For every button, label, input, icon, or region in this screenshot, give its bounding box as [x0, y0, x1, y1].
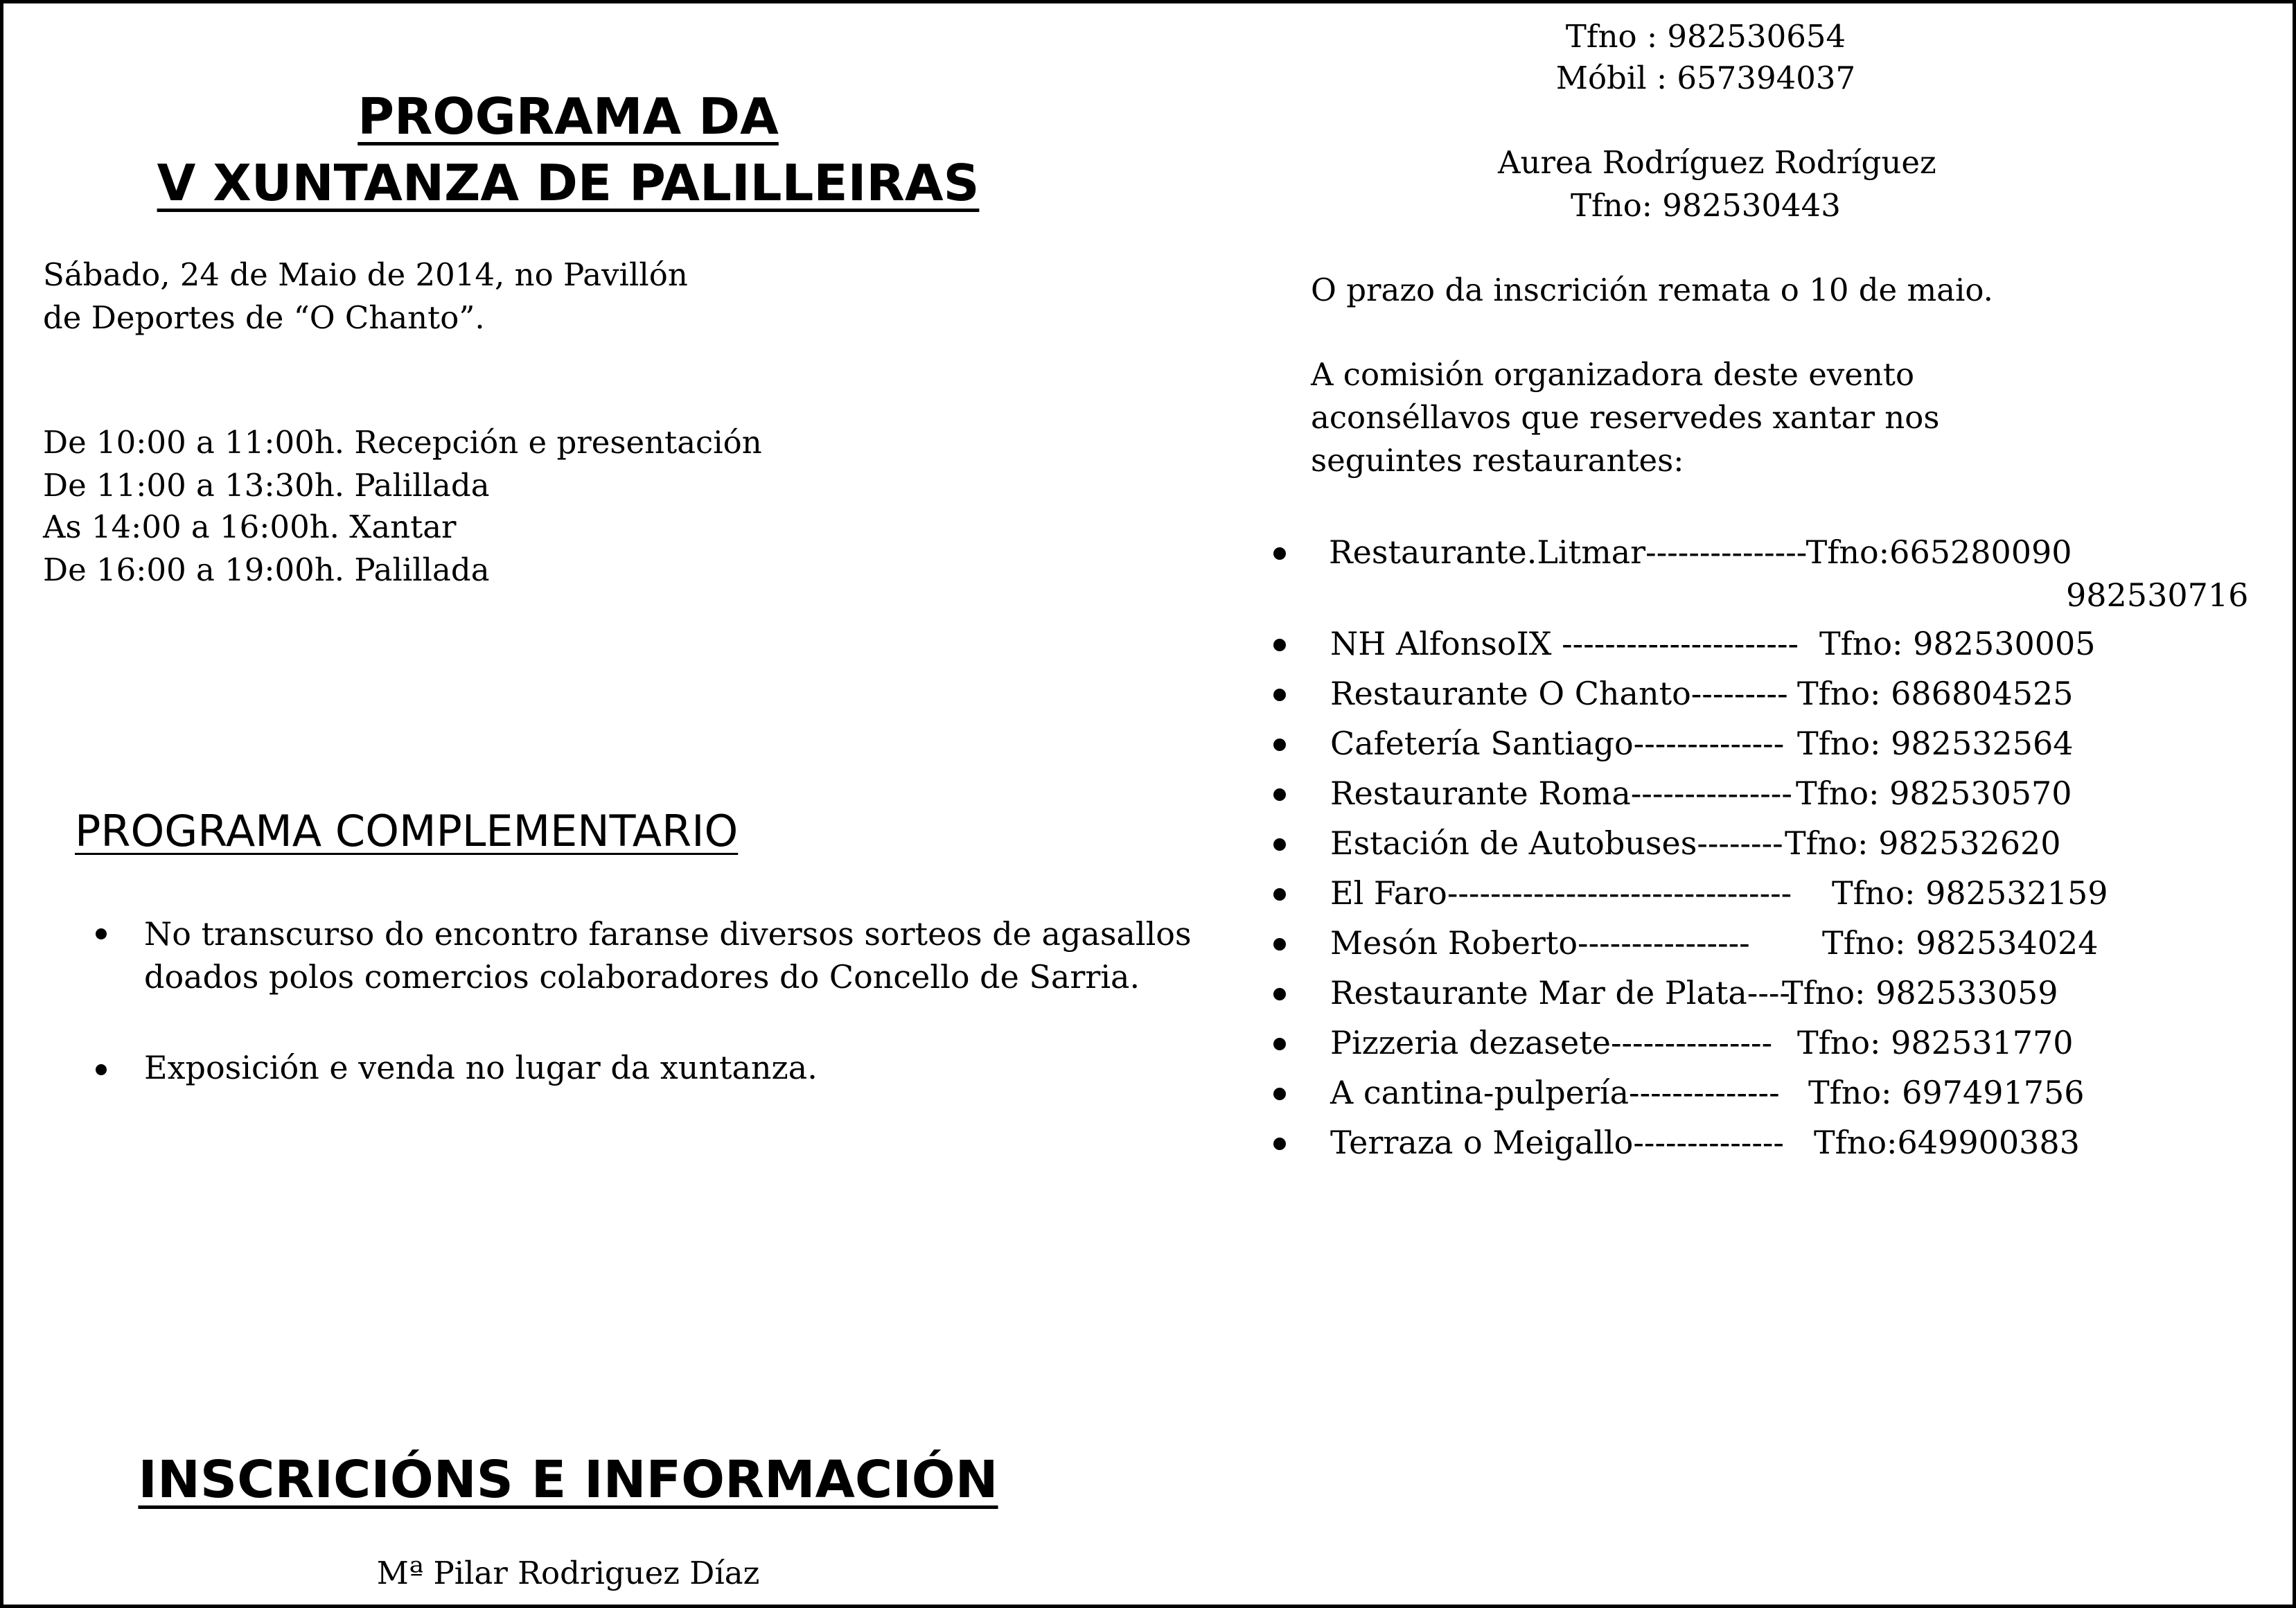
intro-line-2: de Deportes de “O Chanto”. — [43, 299, 485, 336]
main-title-line2: V XUNTANZA DE PALILLEIRAS — [157, 154, 980, 212]
restaurant-phone: Tfno: 982533059 — [1782, 974, 2058, 1011]
restaurant-name: Restaurante Roma--------------- — [1330, 775, 1792, 812]
bullet-icon — [1273, 1138, 1286, 1150]
bullet-icon — [1273, 888, 1286, 901]
bullet-icon — [96, 1064, 107, 1075]
schedule-item: De 16:00 a 19:00h. Palillada — [43, 551, 490, 588]
contact-1-mobile: Móbil : 657394037 — [1555, 60, 1856, 96]
schedule-item: De 10:00 a 11:00h. Recepción e presentación — [43, 424, 762, 461]
bullet-icon — [1273, 788, 1286, 801]
contact-1-name: Mª Pilar Rodriguez Díaz — [376, 1555, 760, 1591]
restaurant-extra-phone: 982530716 — [2066, 576, 2249, 614]
bullet-icon — [1273, 938, 1286, 951]
bullet-icon — [1273, 988, 1286, 1000]
main-title-line1: PROGRAMA DA — [357, 87, 779, 145]
restaurant-phone: Tfno: 982534024 — [1822, 924, 2099, 962]
bullet-icon — [1273, 739, 1286, 751]
restaurant-name: A cantina-pulpería-------------- — [1330, 1074, 1780, 1111]
restaurant-phone: Tfno: 697491756 — [1808, 1074, 2085, 1111]
schedule-item: As 14:00 a 16:00h. Xantar — [43, 509, 457, 545]
restaurant-phone: Tfno: 982532564 — [1797, 725, 2074, 762]
intro-line-1: Sábado, 24 de Maio de 2014, no Pavillón — [43, 256, 688, 293]
contact-2-phone: Tfno: 982530443 — [1571, 187, 1841, 224]
complementary-item-1-line1: No transcurso do encontro faranse diversos sorteos de agasallos — [144, 915, 1192, 953]
restaurant-name: Estación de Autobuses-------- — [1330, 824, 1783, 862]
restaurant-name: Restaurante.Litmar---------------Tfno:665280090 — [1329, 533, 2072, 571]
advice-line-1: A comisión organizadora deste evento — [1311, 356, 1915, 393]
bullet-icon — [1273, 689, 1286, 701]
bullet-icon — [1273, 1038, 1286, 1050]
deadline-text: O prazo da inscrición remata o 10 de maio. — [1311, 272, 1993, 308]
restaurant-name: Cafetería Santiago-------------- — [1330, 725, 1785, 762]
restaurant-phone: Tfno: 982530570 — [1796, 775, 2072, 812]
bullet-icon — [1273, 1088, 1286, 1100]
restaurant-name: Restaurante O Chanto--------- — [1330, 675, 1788, 712]
restaurant-phone: Tfno: 982531770 — [1797, 1024, 2074, 1061]
info-title: INSCRICIÓNS E INFORMACIÓN — [138, 1450, 998, 1510]
bullet-icon — [96, 928, 107, 939]
advice-line-2: aconséllavos que reservedes xantar nos — [1311, 399, 1940, 436]
restaurant-phone: Tfno: 982532620 — [1785, 824, 2061, 862]
schedule-item: De 11:00 a 13:30h. Palillada — [43, 467, 490, 504]
bullet-icon — [1273, 547, 1286, 560]
bullet-icon — [1273, 639, 1286, 651]
advice-line-3: seguintes restaurantes: — [1311, 442, 1684, 479]
restaurant-name: Restaurante Mar de Plata---- — [1330, 974, 1790, 1011]
restaurant-phone: Tfno: 982532159 — [1832, 874, 2108, 912]
complementary-title: PROGRAMA COMPLEMENTARIO — [75, 806, 739, 856]
bullet-icon — [1273, 838, 1286, 851]
restaurant-phone: Tfno: 686804525 — [1797, 675, 2074, 712]
restaurant-name: NH AlfonsoIX ---------------------- — [1330, 625, 1799, 662]
complementary-item-2: Exposición e venda no lugar da xuntanza. — [144, 1049, 818, 1086]
restaurant-name: Mesón Roberto---------------- — [1330, 924, 1750, 962]
restaurant-phone: Tfno:649900383 — [1814, 1124, 2080, 1161]
main-title — [118, 83, 1018, 216]
restaurant-name: Terraza o Meigallo-------------- — [1330, 1124, 1784, 1161]
restaurant-name: El Faro-------------------------------- — [1330, 874, 1792, 912]
complementary-item-1-line2: doados polos comercios colaboradores do Concello de Sarria. — [144, 958, 1140, 996]
contact-2-name: Aurea Rodríguez Rodríguez — [1498, 144, 1936, 181]
restaurant-phone: Tfno: 982530005 — [1819, 625, 2096, 662]
restaurant-name: Pizzeria dezasete--------------- — [1330, 1024, 1773, 1061]
contact-1-phone: Tfno : 982530654 — [1565, 18, 1846, 55]
